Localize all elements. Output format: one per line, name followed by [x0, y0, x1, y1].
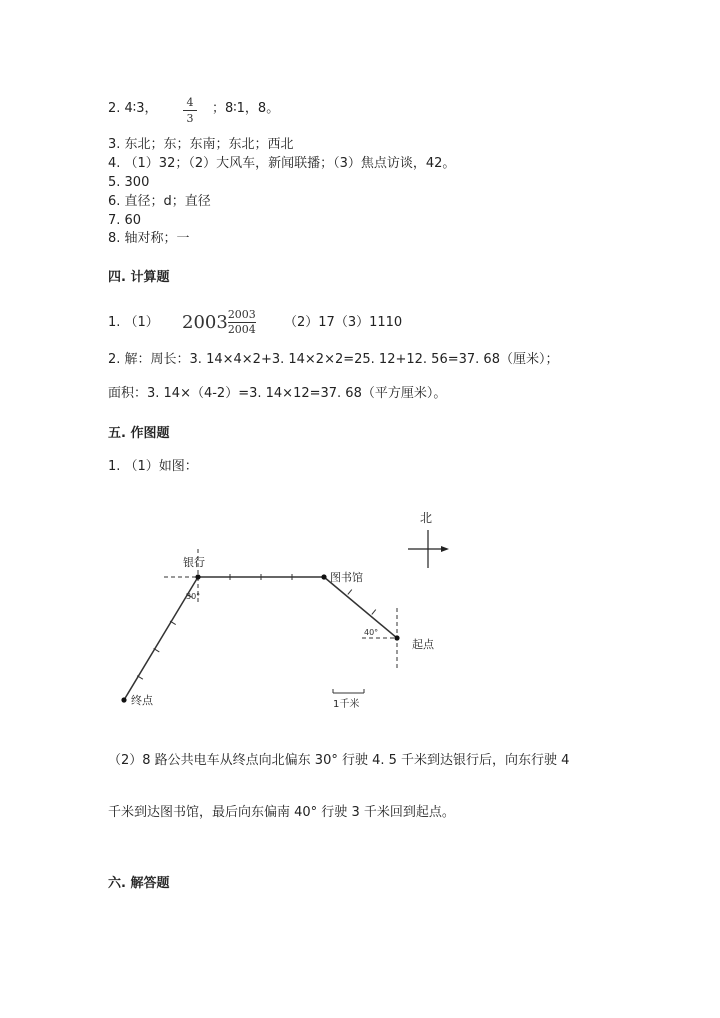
library-label: 图书馆 [330, 571, 363, 584]
fraction-denominator: 3 [186, 112, 194, 125]
answer-q7: 7. 60 [108, 213, 142, 228]
end-label: 终点 [131, 694, 153, 707]
north-label: 北 [420, 511, 433, 525]
scale-bar [333, 689, 364, 693]
bank-label: 银行 [183, 556, 205, 569]
start-angle-label: 40° [364, 628, 379, 637]
section4-q2-line2: 面积：3. 14×（4-2）=3. 14×12=37. 68（平方厘米）。 [108, 386, 447, 401]
section5-q2-line2: 千米到达图书馆，最后向东偏南 40° 行驶 3 千米回到起点。 [108, 805, 455, 820]
answer-q4: 4. （1）32；（2）大风车，新闻联播；（3）焦点访谈，42。 [108, 156, 456, 171]
answer-q8: 8. 轴对称；一 [108, 231, 190, 246]
section5-q2-line1: （2）8 路公共电车从终点向北偏东 30° 行驶 4. 5 千米到达银行后，向东行驶 4 [108, 753, 570, 768]
scale-label: 1千米 [333, 699, 360, 710]
fraction-numerator: 4 [186, 96, 194, 109]
mixed-number-denominator: 2004 [227, 323, 256, 336]
start-point [394, 635, 399, 640]
section5-q1-prefix: 1. （1）如图： [108, 459, 198, 474]
section5-title: 五. 作图题 [108, 426, 170, 441]
bank-angle-label: 30° [186, 592, 201, 601]
answer-q6: 6. 直径；d；直径 [108, 194, 211, 209]
section6-title: 六. 解答题 [108, 876, 170, 891]
section4-title: 四. 计算题 [108, 270, 170, 285]
section4-q1-prefix: 1. （1） [108, 315, 159, 330]
start-label: 起点 [412, 638, 434, 651]
ticks-end-bank [137, 594, 192, 679]
answer-q3: 3. 东北；东；东南；东北；西北 [108, 137, 294, 152]
ticks-library-start [348, 590, 376, 615]
library-point [321, 574, 326, 579]
section4-q1-rest: （2）17（3）1110 [284, 315, 403, 330]
compass-icon [408, 530, 449, 568]
end-point [121, 697, 126, 702]
section4-q2-line1: 2. 解：周长：3. 14×4×2+3. 14×2×2=25. 12+12. 56=37. 68（厘米）； [108, 352, 559, 367]
answer-q2-part-b: ；8∶1，8。 [212, 101, 280, 116]
mixed-number-numerator: 2003 [227, 308, 256, 321]
mixed-number-whole: 2003 [182, 312, 228, 333]
answer-q2-part-a: 2. 4∶3， [108, 101, 158, 116]
route-library-to-start [324, 577, 397, 638]
answer-q5: 5. 300 [108, 175, 150, 190]
bank-point [195, 574, 200, 579]
